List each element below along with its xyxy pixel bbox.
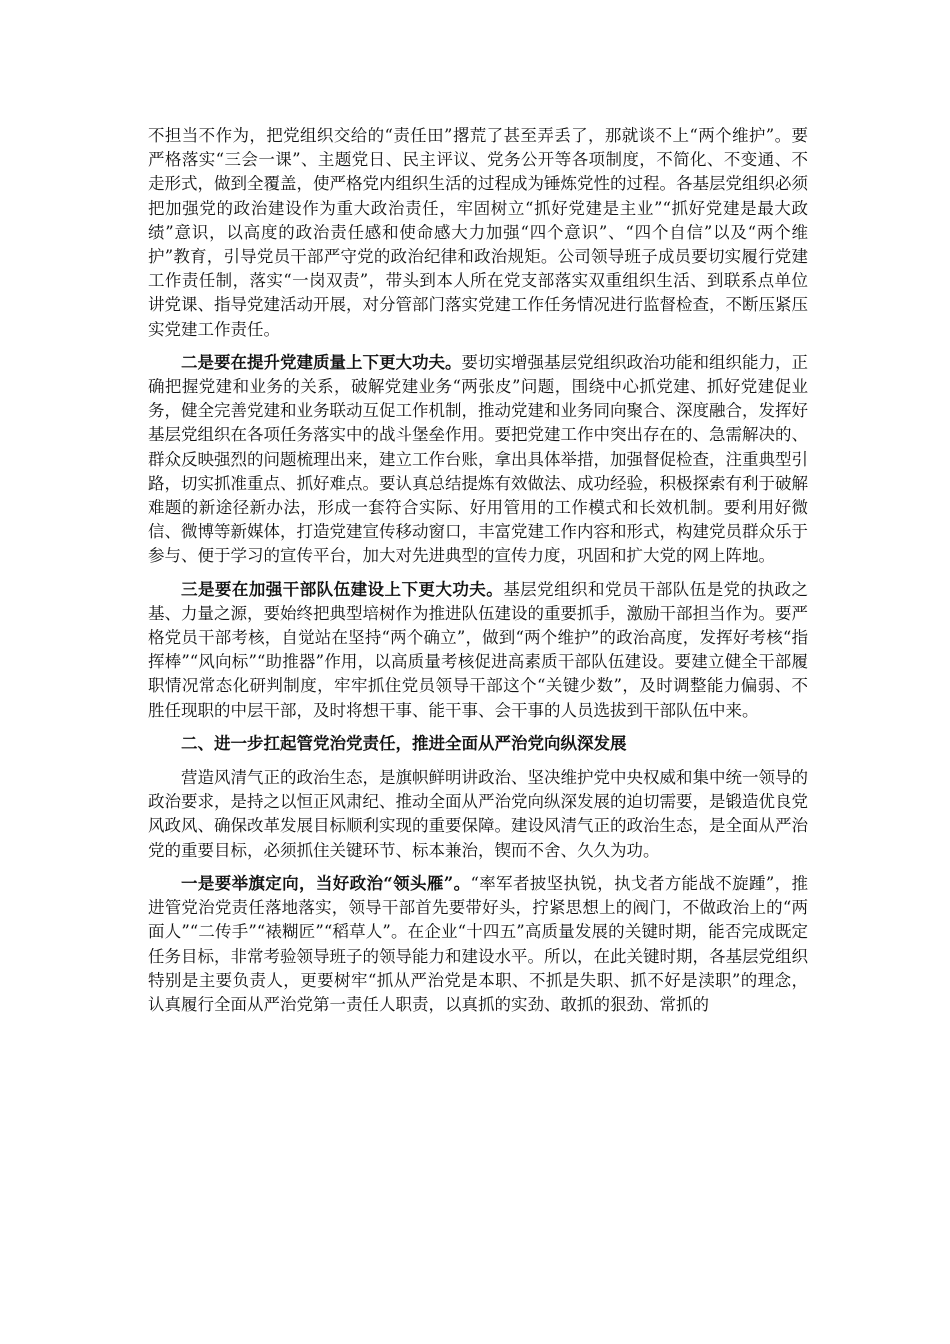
- paragraph-2: [148, 351, 808, 569]
- paragraph-3-lead: 三是要在加强干部队伍建设上下更大功夫。: [181, 579, 504, 599]
- paragraph-3: [148, 578, 808, 723]
- paragraph-4-text: 营造风清气正的政治生态，是旗帜鲜明讲政治、坚决维护党中央权威和集中统一领导的政治要求，是持之以恒正风肃纪、推动全面从严治党向纵深发展的迫切需要，是锻造优良党风政风、确保改革发展目标顺利实现的重要保障。建设风清气正的政治生态，是全面从严治党的重要目标，必须抓住关键环节、标本兼治，锲而不舍、久久为功。: [148, 768, 808, 860]
- paragraph-2-lead: 二是要在提升党建质量上下更大功夫。: [181, 352, 462, 372]
- paragraph-5-text: “率军者披坚执锐，执戈者方能战不旋踵”，推进管党治党责任落地落实，领导干部首先要带好头，拧紧思想上的阀门，不做政治上的“两面人”“二传手”“裱糊匠”“稻草人”。在企业“十四五”高质量发展的关键时期，能否完成既定任务目标，非常考验领导班子的领导能力和建设水平。所以，在此关键时期，各基层党组织特别是主要负责人，更要树牢“抓从严治党是本职、不抓是失职、抓不好是渎职”的理念，认真履行全面从严治党第一责任人职责，以真抓的实劲、敢抓的狠劲、常抓的: [148, 873, 809, 1014]
- paragraph-4: [148, 766, 808, 863]
- paragraph-2-text: 要切实增强基层党组织政治功能和组织能力，正确把握党建和业务的关系，破解党建业务“两张皮”问题，围绕中心抓党建、抓好党建促业务，健全完善党建和业务联动互促工作机制，推动党建和业务同向聚合、深度融合，发挥好基层党组织在各项任务落实中的战斗堡垒作用。要把党建工作中突出存在的、急需解决的、群众反映强烈的问题梳理出来，建立工作台账，拿出具体举措，加强督促检查，注重典型引路，切实抓准重点、抓好难点。要认真总结提炼有效做法、成功经验，积极探索有利于破解难题的新途径新办法，形成一套符合实际、好用管用的工作模式和长效机制。要利用好微信、微博等新媒体，打造党建宣传移动窗口，丰富党建工作内容和形式，构建党员群众乐于参与、便于学习的宣传平台，加大对先进典型的宣传力度，巩固和扩大党的网上阵地。: [148, 352, 808, 566]
- document-page: [148, 124, 808, 1026]
- section-heading: 二、进一步扛起管党治党责任，推进全面从严治党向纵深发展: [181, 733, 627, 753]
- paragraph-5: [148, 872, 808, 1017]
- paragraph-1: [148, 124, 808, 342]
- paragraph-3-text: 基层党组织和党员干部队伍是党的执政之基、力量之源，要始终把典型培树作为推进队伍建设的重要抓手，激励干部担当作为。要严格党员干部考核，自觉站在坚持“两个确立”，做到“两个维护”的政治高度，发挥好考核“指挥棒”“风向标”“助推器”作用，以高质量考核促进高素质干部队伍建设。要建立健全干部履职情况常态化研判制度，牢牢抓住党员领导干部这个“关键少数”，及时调整能力偏弱、不胜任现职的中层干部，及时将想干事、能干事、会干事的人员选拔到干部队伍中来。: [148, 579, 809, 720]
- paragraph-1-text: 不担当不作为，把党组织交给的“责任田”撂荒了甚至弄丢了，那就谈不上“两个维护”。要严格落实“三会一课”、主题党日、民主评议、党务公开等各项制度，不简化、不变通、不走形式，做到全覆盖，使严格党内组织生活的过程成为锤炼党性的过程。各基层党组织必须把加强党的政治建设作为重大政治责任，牢固树立“抓好党建是主业”“抓好党建是最大政绩”意识，以高度的政治责任感和使命感大力加强“四个意识”、“四个自信”以及“两个维护”教育，引导党员干部严守党的政治纪律和政治规矩。公司领导班子成员要切实履行党建工作责任制，落实“一岗双责”，带头到本人所在党支部落实双重组织生活、到联系点单位讲党课、指导党建活动开展，对分管部门落实党建工作任务情况进行监督检查，不断压紧压实党建工作责任。: [148, 126, 808, 339]
- paragraph-5-lead: 一是要举旗定向，当好政治“领头雁”。: [181, 873, 471, 893]
